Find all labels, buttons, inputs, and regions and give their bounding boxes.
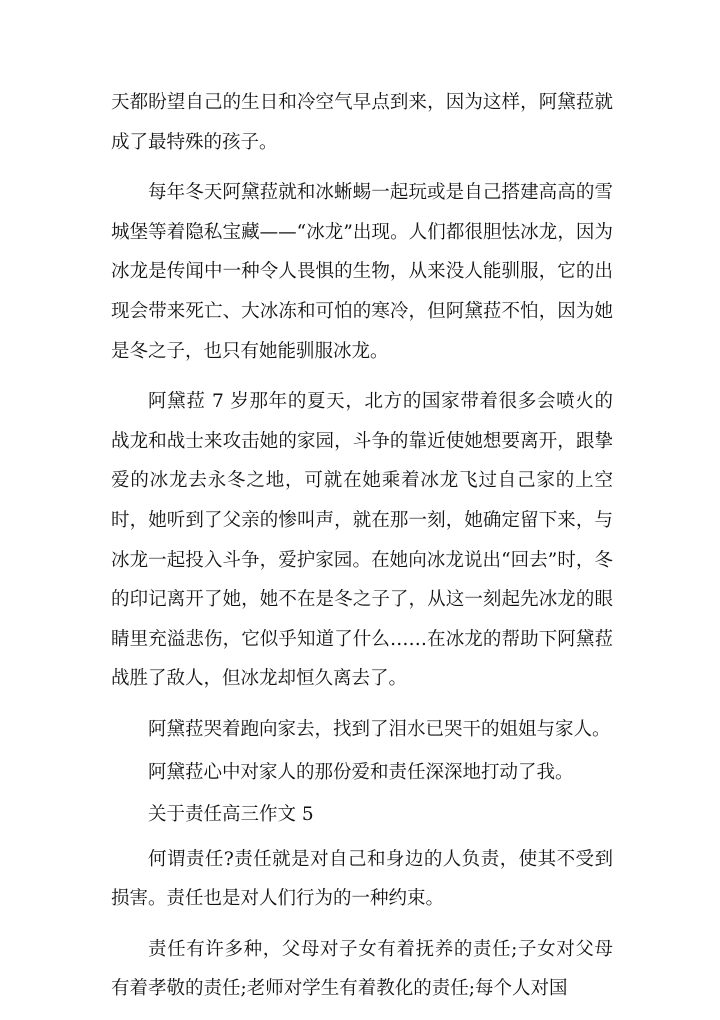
paragraph-3: 阿黛菈 7 岁那年的夏天，北方的国家带着很多会喷火的战龙和战士来攻击她的家园，斗争的靠近使她想要离开，跟挚爱的冰龙去永冬之地，可就在她乘着冰龙飞过自己家的上空时，她听到了父亲的惨叫声，就在那一刻，她确定留下来，与冰龙一起投入斗争，爱护家园。在她向冰龙说出“回去”时，冬的印记离开了她，她不在是冬之子了，从这一刻起先冰龙的眼睛里充溢悲伤，它似乎知道了什么……在冰龙的帮助下阿黛菈战胜了敌人，但冰龙却恒久离去了。 — [111, 391, 613, 690]
section-title: 关于责任高三作文 5 — [148, 804, 314, 826]
section-paragraph-2: 责任有许多种，父母对子女有着抚养的责任;子女对父母有着孝敬的责任;老师对学生有着教化的责任;每个人对国 — [111, 938, 613, 1000]
section-paragraph-1: 何谓责任?责任就是对自己和身边的人负责，使其不受到损害。责任也是对人们行为的一种约束。 — [111, 848, 613, 910]
document-page — [111, 83, 613, 1020]
paragraph-1: 天都盼望自己的生日和冷空气早点到来，因为这样，阿黛菈就成了最特殊的孩子。 — [111, 92, 613, 153]
paragraph-2: 每年冬天阿黛菈就和冰蜥蜴一起玩或是自己搭建高高的雪城堡等着隐私宝藏——“冰龙”出现。人们都很胆怯冰龙，因为冰龙是传闻中一种令人畏惧的生物，从来没人能驯服，它的出现会带来死亡、大冰冻和可怕的寒冷，但阿黛菈不怕，因为她是冬之子，也只有她能驯服冰龙。 — [111, 182, 613, 362]
paragraph-4: 阿黛菈哭着跑向家去，找到了泪水已哭干的姐姐与家人。 — [148, 718, 611, 740]
paragraph-5: 阿黛菈心中对家人的那份爱和责任深深地打动了我。 — [148, 761, 574, 783]
